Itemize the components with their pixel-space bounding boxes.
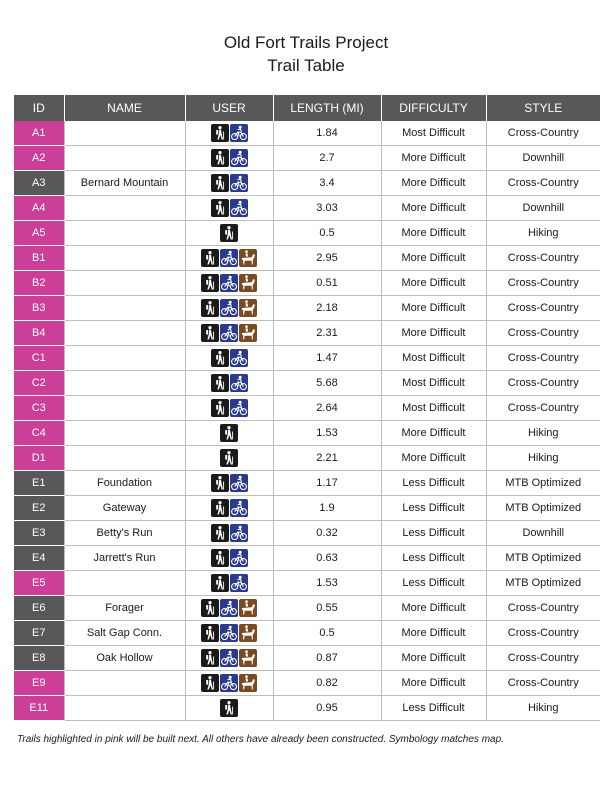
- hiking-icon: [220, 449, 238, 467]
- trail-id-cell: E11: [14, 696, 64, 721]
- table-row: [14, 496, 600, 521]
- trail-name-cell: [64, 421, 185, 446]
- trail-style-cell: Cross-Country: [486, 671, 600, 696]
- trail-length-cell: 0.63: [273, 546, 381, 571]
- trail-difficulty-cell: Most Difficult: [381, 346, 486, 371]
- trail-user-cell: [185, 371, 273, 396]
- trail-id-cell: A5: [14, 221, 64, 246]
- table-row: [14, 446, 600, 471]
- hiking-icon: [211, 349, 229, 367]
- trail-id-cell: B2: [14, 271, 64, 296]
- trail-name-cell: [64, 446, 185, 471]
- biking-icon: [220, 249, 238, 267]
- trail-name-cell: [64, 321, 185, 346]
- column-header-user: USER: [185, 95, 273, 121]
- biking-icon: [220, 274, 238, 292]
- trail-id-cell: D1: [14, 446, 64, 471]
- hiking-icon: [211, 474, 229, 492]
- trail-id-cell: A4: [14, 196, 64, 221]
- biking-icon: [230, 374, 248, 392]
- trail-length-cell: 0.5: [273, 221, 381, 246]
- trail-difficulty-cell: Most Difficult: [381, 371, 486, 396]
- horse-icon: [239, 324, 257, 342]
- trail-user-cell: [185, 221, 273, 246]
- column-header-name: NAME: [64, 95, 185, 121]
- trail-user-cell: [185, 321, 273, 346]
- trail-id-cell: E6: [14, 596, 64, 621]
- trail-name-cell: Betty's Run: [64, 521, 185, 546]
- trail-name-cell: [64, 296, 185, 321]
- trail-name-cell: Jarrett's Run: [64, 546, 185, 571]
- biking-icon: [230, 124, 248, 142]
- hiking-icon: [201, 674, 219, 692]
- hiking-icon: [211, 124, 229, 142]
- horse-icon: [239, 649, 257, 667]
- table-row: [14, 321, 600, 346]
- table-row: [14, 396, 600, 421]
- trail-style-cell: Hiking: [486, 696, 600, 721]
- trail-user-cell: [185, 121, 273, 146]
- trail-style-cell: MTB Optimized: [486, 546, 600, 571]
- table-row: [14, 646, 600, 671]
- trail-user-cell: [185, 171, 273, 196]
- table-row: [14, 171, 600, 196]
- page-subtitle: Trail Table: [267, 56, 345, 75]
- table-row: [14, 471, 600, 496]
- column-header-length: LENGTH (MI): [273, 95, 381, 121]
- trail-id-cell: E1: [14, 471, 64, 496]
- table-row: [14, 371, 600, 396]
- trail-style-cell: Hiking: [486, 221, 600, 246]
- trail-style-cell: Cross-Country: [486, 246, 600, 271]
- trail-user-cell: [185, 546, 273, 571]
- trail-id-cell: B3: [14, 296, 64, 321]
- trail-user-cell: [185, 471, 273, 496]
- hiking-icon: [211, 174, 229, 192]
- trail-difficulty-cell: More Difficult: [381, 296, 486, 321]
- table-row: [14, 346, 600, 371]
- hiking-icon: [211, 199, 229, 217]
- horse-icon: [239, 599, 257, 617]
- trail-id-cell: E9: [14, 671, 64, 696]
- trail-name-cell: Oak Hollow: [64, 646, 185, 671]
- trail-name-cell: Gateway: [64, 496, 185, 521]
- table-row: [14, 596, 600, 621]
- hiking-icon: [201, 249, 219, 267]
- trail-difficulty-cell: More Difficult: [381, 446, 486, 471]
- trail-length-cell: 1.53: [273, 571, 381, 596]
- trail-difficulty-cell: More Difficult: [381, 196, 486, 221]
- hiking-icon: [220, 699, 238, 717]
- trail-length-cell: 1.9: [273, 496, 381, 521]
- trail-name-cell: [64, 671, 185, 696]
- column-header-style: STYLE: [486, 95, 600, 121]
- trail-name-cell: [64, 396, 185, 421]
- table-row: [14, 121, 600, 146]
- trail-length-cell: 0.87: [273, 646, 381, 671]
- trail-difficulty-cell: Less Difficult: [381, 471, 486, 496]
- trail-name-cell: Bernard Mountain: [64, 171, 185, 196]
- trail-name-cell: [64, 221, 185, 246]
- trail-difficulty-cell: Less Difficult: [381, 696, 486, 721]
- trail-length-cell: 1.17: [273, 471, 381, 496]
- trail-name-cell: [64, 696, 185, 721]
- trail-id-cell: B1: [14, 246, 64, 271]
- table-row: [14, 521, 600, 546]
- horse-icon: [239, 274, 257, 292]
- trail-id-cell: E2: [14, 496, 64, 521]
- trail-difficulty-cell: More Difficult: [381, 646, 486, 671]
- trail-style-cell: Downhill: [486, 196, 600, 221]
- trail-name-cell: [64, 346, 185, 371]
- trail-length-cell: 0.55: [273, 596, 381, 621]
- trail-name-cell: [64, 371, 185, 396]
- table-row: [14, 671, 600, 696]
- trail-style-cell: Cross-Country: [486, 121, 600, 146]
- trail-length-cell: 0.5: [273, 621, 381, 646]
- trail-id-cell: E8: [14, 646, 64, 671]
- trail-user-cell: [185, 421, 273, 446]
- trail-user-cell: [185, 296, 273, 321]
- trail-user-cell: [185, 571, 273, 596]
- trail-length-cell: 0.32: [273, 521, 381, 546]
- trail-style-cell: Downhill: [486, 521, 600, 546]
- trail-difficulty-cell: Less Difficult: [381, 521, 486, 546]
- trail-user-cell: [185, 696, 273, 721]
- table-row: [14, 146, 600, 171]
- trail-name-cell: Forager: [64, 596, 185, 621]
- trail-difficulty-cell: More Difficult: [381, 221, 486, 246]
- trail-user-cell: [185, 346, 273, 371]
- trail-length-cell: 0.82: [273, 671, 381, 696]
- trail-length-cell: 2.64: [273, 396, 381, 421]
- horse-icon: [239, 249, 257, 267]
- horse-icon: [239, 674, 257, 692]
- hiking-icon: [220, 224, 238, 242]
- trail-name-cell: [64, 121, 185, 146]
- trail-style-cell: MTB Optimized: [486, 496, 600, 521]
- trail-style-cell: Downhill: [486, 146, 600, 171]
- biking-icon: [230, 399, 248, 417]
- trail-style-cell: Hiking: [486, 421, 600, 446]
- table-body: [14, 121, 600, 721]
- horse-icon: [239, 299, 257, 317]
- biking-icon: [220, 299, 238, 317]
- biking-icon: [220, 649, 238, 667]
- hiking-icon: [201, 299, 219, 317]
- trail-length-cell: 3.03: [273, 196, 381, 221]
- trail-difficulty-cell: More Difficult: [381, 596, 486, 621]
- hiking-icon: [201, 599, 219, 617]
- biking-icon: [230, 474, 248, 492]
- biking-icon: [230, 574, 248, 592]
- hiking-icon: [211, 374, 229, 392]
- table-row: [14, 196, 600, 221]
- table-row: [14, 571, 600, 596]
- hiking-icon: [201, 624, 219, 642]
- trail-name-cell: [64, 146, 185, 171]
- trail-name-cell: [64, 571, 185, 596]
- hiking-icon: [220, 424, 238, 442]
- page-title: Old Fort Trails Project: [223, 33, 389, 52]
- trail-id-cell: A3: [14, 171, 64, 196]
- biking-icon: [220, 674, 238, 692]
- trail-name-cell: [64, 196, 185, 221]
- trail-length-cell: 2.21: [273, 446, 381, 471]
- hiking-icon: [211, 399, 229, 417]
- trail-length-cell: 1.84: [273, 121, 381, 146]
- column-header-difficulty: DIFFICULTY: [381, 95, 486, 121]
- trail-difficulty-cell: More Difficult: [381, 146, 486, 171]
- trail-style-cell: Cross-Country: [486, 396, 600, 421]
- trail-style-cell: Cross-Country: [486, 646, 600, 671]
- trail-id-cell: E5: [14, 571, 64, 596]
- table-header-row: [14, 95, 600, 121]
- hiking-icon: [211, 499, 229, 517]
- trail-style-cell: Cross-Country: [486, 296, 600, 321]
- biking-icon: [220, 599, 238, 617]
- trail-difficulty-cell: Less Difficult: [381, 546, 486, 571]
- trail-user-cell: [185, 271, 273, 296]
- hiking-icon: [201, 649, 219, 667]
- column-header-id: ID: [14, 95, 64, 121]
- trail-name-cell: [64, 246, 185, 271]
- trail-length-cell: 2.7: [273, 146, 381, 171]
- hiking-icon: [211, 524, 229, 542]
- biking-icon: [230, 499, 248, 517]
- trail-user-cell: [185, 646, 273, 671]
- table-row: [14, 271, 600, 296]
- trail-length-cell: 3.4: [273, 171, 381, 196]
- trail-id-cell: C2: [14, 371, 64, 396]
- trail-length-cell: 1.47: [273, 346, 381, 371]
- trail-id-cell: E4: [14, 546, 64, 571]
- trail-length-cell: 1.53: [273, 421, 381, 446]
- biking-icon: [230, 149, 248, 167]
- trail-style-cell: Cross-Country: [486, 271, 600, 296]
- trail-style-cell: MTB Optimized: [486, 571, 600, 596]
- trail-id-cell: B4: [14, 321, 64, 346]
- trail-style-cell: Cross-Country: [486, 621, 600, 646]
- trail-id-cell: E3: [14, 521, 64, 546]
- table-row: [14, 221, 600, 246]
- trail-id-cell: A1: [14, 121, 64, 146]
- trail-user-cell: [185, 246, 273, 271]
- trail-user-cell: [185, 396, 273, 421]
- trail-style-cell: MTB Optimized: [486, 471, 600, 496]
- trail-difficulty-cell: More Difficult: [381, 621, 486, 646]
- trail-user-cell: [185, 521, 273, 546]
- table-row: [14, 696, 600, 721]
- trail-id-cell: C4: [14, 421, 64, 446]
- biking-icon: [230, 174, 248, 192]
- hiking-icon: [201, 274, 219, 292]
- hiking-icon: [211, 149, 229, 167]
- trail-user-cell: [185, 496, 273, 521]
- table-caption: Trails highlighted in pink will be built next. All others have already been constructed. Symbology matches map.: [17, 734, 504, 745]
- biking-icon: [220, 624, 238, 642]
- hiking-icon: [201, 324, 219, 342]
- biking-icon: [220, 324, 238, 342]
- trail-length-cell: 5.68: [273, 371, 381, 396]
- trail-style-cell: Cross-Country: [486, 346, 600, 371]
- trail-name-cell: Salt Gap Conn.: [64, 621, 185, 646]
- trail-name-cell: [64, 271, 185, 296]
- trail-difficulty-cell: More Difficult: [381, 321, 486, 346]
- trail-user-cell: [185, 671, 273, 696]
- trail-style-cell: Cross-Country: [486, 321, 600, 346]
- trail-user-cell: [185, 596, 273, 621]
- biking-icon: [230, 199, 248, 217]
- trail-difficulty-cell: Less Difficult: [381, 571, 486, 596]
- table-row: [14, 546, 600, 571]
- biking-icon: [230, 549, 248, 567]
- trail-difficulty-cell: More Difficult: [381, 271, 486, 296]
- table-row: [14, 421, 600, 446]
- trail-user-cell: [185, 446, 273, 471]
- trail-user-cell: [185, 146, 273, 171]
- hiking-icon: [211, 549, 229, 567]
- trail-difficulty-cell: Less Difficult: [381, 496, 486, 521]
- trail-length-cell: 0.51: [273, 271, 381, 296]
- trail-id-cell: E7: [14, 621, 64, 646]
- table-row: [14, 296, 600, 321]
- trail-difficulty-cell: Most Difficult: [381, 396, 486, 421]
- hiking-icon: [211, 574, 229, 592]
- trail-length-cell: 2.18: [273, 296, 381, 321]
- table-row: [14, 621, 600, 646]
- trail-id-cell: A2: [14, 146, 64, 171]
- biking-icon: [230, 349, 248, 367]
- trail-length-cell: 0.95: [273, 696, 381, 721]
- trail-difficulty-cell: More Difficult: [381, 171, 486, 196]
- biking-icon: [230, 524, 248, 542]
- trail-user-cell: [185, 621, 273, 646]
- trail-user-cell: [185, 196, 273, 221]
- trail-style-cell: Cross-Country: [486, 596, 600, 621]
- trail-difficulty-cell: More Difficult: [381, 421, 486, 446]
- table-row: [14, 246, 600, 271]
- trail-difficulty-cell: Most Difficult: [381, 121, 486, 146]
- horse-icon: [239, 624, 257, 642]
- trail-difficulty-cell: More Difficult: [381, 671, 486, 696]
- trail-style-cell: Hiking: [486, 446, 600, 471]
- trail-length-cell: 2.31: [273, 321, 381, 346]
- trail-table: [14, 95, 600, 721]
- trail-style-cell: Cross-Country: [486, 371, 600, 396]
- trail-difficulty-cell: More Difficult: [381, 246, 486, 271]
- trail-style-cell: Cross-Country: [486, 171, 600, 196]
- trail-id-cell: C3: [14, 396, 64, 421]
- trail-id-cell: C1: [14, 346, 64, 371]
- trail-length-cell: 2.95: [273, 246, 381, 271]
- trail-name-cell: Foundation: [64, 471, 185, 496]
